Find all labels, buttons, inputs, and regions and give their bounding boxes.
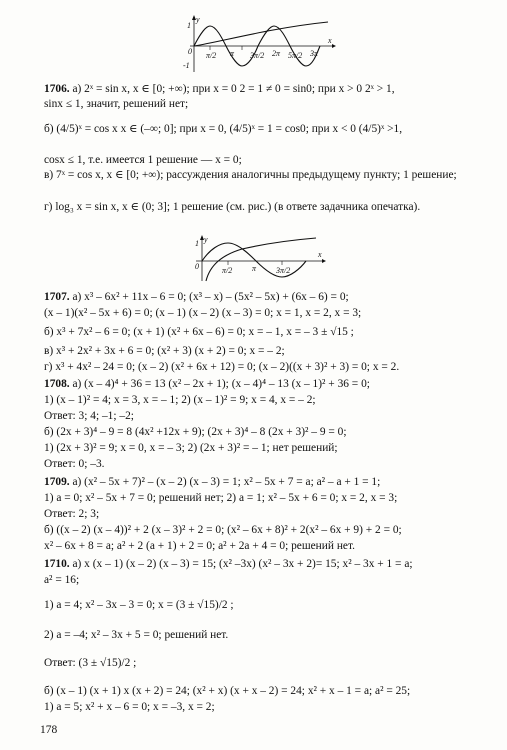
text-line: 1) a = 5; x² + x – 6 = 0; x = –3, x = 2; [44, 701, 215, 713]
x-axis-arrow-icon [322, 259, 326, 263]
text-line: г) log₃ x = sin x, x ∈ (0; 3]; 1 решение (см. рис.) (в ответе задачника опечатка). [44, 201, 421, 213]
graph1-tick: 5π/2 [288, 51, 303, 60]
graph1-y-one: 1 [187, 21, 191, 30]
text-line: Ответ: 0; –3. [44, 458, 105, 470]
graph2-y-label: y [204, 235, 208, 244]
text-line: г) x³ + 4x² – 24 = 0; (x – 2) (x² + 6x + 12) = 0; (x – 2)((x + 3)² + 3) = 0; x = 2. [44, 361, 400, 373]
page-number: 178 [40, 724, 58, 736]
text-line: Ответ: (3 ± √15)/2 ; [44, 657, 137, 669]
graph1-y-label: y [196, 15, 200, 24]
graph2-tick: π [252, 264, 257, 273]
graph2-tick: 3π/2 [276, 266, 291, 275]
text-line: 1) (2x + 3)² = 9; x = 0, x = – 3; 2) (2x + 3)² = – 1; нет решений; [44, 442, 338, 454]
text-line: 1707. а) x³ – 6x² + 11x – 6 = 0; (x³ – x) – (5x² – 5x) + (6x – 6) = 0; [44, 291, 349, 303]
text-line: 1709. а) (x² – 5x + 7)² – (x – 2) (x – 3) = 1; x² – 5x + 7 = a; a² – a + 1 = 1; [44, 476, 381, 488]
text-line: б) (4/5)ˣ = cos x x ∈ (–∞; 0]; при x = 0, (4/5)ˣ = 1 = cos0; при x < 0 (4/5)ˣ >1, [44, 123, 403, 135]
text-line: б) (x – 1) (x + 1) x (x + 2) = 24; (x² + x) (x + x – 2) = 24; x² + x – 1 = a; a² = 25; [44, 685, 411, 697]
text-line: б) ((x – 2) (x – 4))² + 2 (x – 3)² + 2 = 0; (x² – 6x + 8)² + 2(x² – 6x + 9) + 2 = 0; [44, 524, 402, 536]
text-line: 2) a = –4; x² – 3x + 5 = 0; решений нет. [44, 629, 229, 641]
text-line: Ответ: 2; 3; [44, 508, 100, 520]
graph1-origin: 0 [188, 47, 192, 56]
text-line: 1) a = 0; x² – 5x + 7 = 0; решений нет; 2) a = 1; x² – 5x + 6 = 0; x = 2, x = 3; [44, 492, 398, 504]
graph1-tick: 3π/2 [250, 51, 265, 60]
text-line: cosx ≤ 1, т.е. имеется 1 решение — x = 0; [44, 154, 242, 166]
graph2-x-label: x [318, 250, 322, 259]
graph2-origin: 0 [195, 262, 199, 271]
text-line: 1) a = 4; x² – 3x – 3 = 0; x = (3 ± √15)/2 ; [44, 599, 234, 611]
text-line: в) 7ˣ = cos x, x ∈ [0; +∞); рассуждения аналогичны предыдущему пункту; 1 решение; [44, 169, 457, 181]
text-line: Ответ: 3; 4; –1; –2; [44, 410, 134, 422]
text-line: в) x³ + 2x² + 3x + 6 = 0; (x² + 3) (x + 2) = 0; x = – 2; [44, 345, 285, 357]
text-line: б) (2x + 3)⁴ – 9 = 8 (4x² +12x + 9); (2x + 3)⁴ – 8 (2x + 3)² – 9 = 0; [44, 426, 347, 438]
text-line: (x – 1)(x² – 5x + 6) = 0; (x – 1) (x – 2) (x – 3) = 0; x = 1, x = 2, x = 3; [44, 307, 362, 319]
graph-sin-vs-exponential [180, 14, 340, 76]
text-line: 1706. а) 2ˣ = sin x, x ∈ [0; +∞); при x = 0 2 = 1 ≠ 0 = sin0; при x > 0 2ˣ > 1, [44, 83, 395, 95]
text-line: б) x³ + 7x² – 6 = 0; (x + 1) (x² + 6x – 6) = 0; x = – 1, x = – 3 ± √15 ; [44, 326, 354, 338]
text-line: 1) (x – 1)² = 4; x = 3, x = – 1; 2) (x – 1)² = 9; x = 4, x = – 2; [44, 394, 316, 406]
graph1-tick: π [230, 49, 235, 58]
graph1-tick: 3π [310, 49, 319, 58]
x-axis-arrow-icon [332, 44, 336, 48]
exponential-curve [194, 22, 328, 46]
text-line: 1708. а) (x – 4)⁴ + 36 = 13 (x² – 2x + 1); (x – 4)⁴ – 13 (x – 1)² + 36 = 0; [44, 378, 370, 390]
graph2-y-one: 1 [195, 239, 199, 248]
text-line: a² = 16; [44, 574, 80, 586]
graph1-y-minus-one: -1 [183, 61, 190, 70]
graph1-tick: 2π [272, 49, 281, 58]
text-line: x² – 6x + 8 = a; a² + 2 (a + 1) + 2 = 0; a² + 2a + 4 = 0; решений нет. [44, 540, 355, 552]
text-line: 1710. а) x (x – 1) (x – 2) (x – 3) = 15; (x² –3x) (x² – 3x + 2)= 15; x² – 3x + 1 = a; [44, 558, 413, 570]
text-line: sinx ≤ 1, значит, решений нет; [44, 98, 189, 110]
graph-log-vs-sin [192, 235, 328, 283]
graph1-tick: π/2 [206, 51, 217, 60]
graph1-x-label: x [328, 36, 332, 45]
graph2-tick: π/2 [222, 266, 233, 275]
